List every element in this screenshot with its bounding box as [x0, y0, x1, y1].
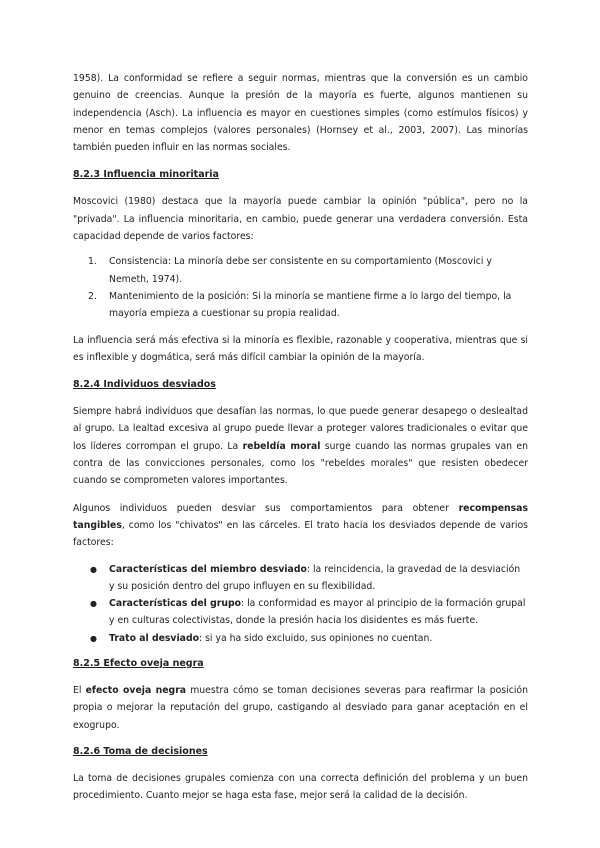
bullet-icon: ● [90, 599, 97, 609]
text-run: , como los "chivatos" en las cárceles. El trato hacia los desviados depende de varios factores: [73, 519, 528, 549]
paragraph-moscovici: Moscovici (1980) destaca que la mayoría puede cambiar la opinión "pública", pero no la "privada". La influencia minoritaria, en cambio, puede generar una verdadera conversión. Esta capacidad depende de varios factores: [73, 196, 528, 243]
list-item-text: Mantenimiento de la posición: Si la minoría se mantiene firme a lo largo del tiempo, la mayoría empieza a cuestionar su propia realidad. [109, 290, 512, 320]
paragraph-flexibility: La influencia será más efectiva si la minoría es flexible, razonable y cooperativa, mientras que si es inflexible y dogmática, será más difícil cambiar la opinión de la mayoría. [73, 334, 528, 363]
text-run: surge cuando las normas grupales van en contra de las convicciones personales, como los "rebeldes morales" que resisten obedecer cuando se comprometen valores importantes. [73, 440, 528, 487]
bullet-icon: ● [90, 564, 97, 574]
paragraph-conformity: 1958). La conformidad se refiere a seguir normas, mientras que la conversión es un cambio genuino de creencias. Aunque la presión de la mayoría es fuerte, algunos mantienen su independencia (Asch). La influencia es mayor en cuestiones simples (como estímulos físicos) y menor en temas complejos (valores personales) (Hornsey et al., 2003, 2007). Las minorías también pueden influir en las normas sociales. [73, 73, 528, 154]
list-item-term: Características del miembro desviado [109, 563, 307, 575]
emphasis-moral-rebellion: rebeldía moral [242, 440, 321, 452]
text-run: Siempre habrá individuos que desafían las normas, lo que puede generar desapego o deslealtad al grupo. La lealtad excesiva al grupo puede llevar a proteger valores tradicionales o evitar que los líderes corrompan el grupo. La [73, 406, 528, 452]
paragraph-decision-making: La toma de decisiones grupales comienza con una correcta definición del problema y un buen procedimiento. Cuanto mejor se haga esta fase, mejor será la calidad de la decisión. [73, 772, 528, 802]
emphasis-black-sheep: efecto oveja negra [85, 685, 187, 697]
text-run: muestra cómo se toman decisiones severas para reafirmar la posición propia o mejorar la reputación del grupo, castigando al desviado para ganar aceptación en el exogrupo. [73, 685, 528, 731]
list-item [73, 561, 528, 596]
list-item-text: Consistencia: La minoría debe ser consistente en su comportamiento (Moscovici y Nemeth, 1974). [109, 256, 492, 285]
paragraph-rewards [73, 500, 528, 552]
list-item [73, 288, 528, 323]
list-item [73, 630, 528, 647]
list-item-term: Características del grupo [109, 598, 241, 610]
numbered-list [73, 253, 528, 322]
list-item [73, 595, 528, 630]
heading-decision-making: 8.2.6 Toma de decisiones [73, 745, 208, 757]
heading-minority-influence: 8.2.3 Influencia minoritaria [73, 169, 219, 181]
list-item [73, 253, 528, 288]
list-marker: 1. [88, 256, 97, 268]
list-item-text: : la conformidad es mayor al principio de la formación grupal y en culturas colectivistas, donde la presión hacia los disidentes es más fuerte. [109, 598, 526, 627]
list-item-text: : la reincidencia, la gravedad de la desviación y su posición dentro del grupo influyen en su flexibilidad. [109, 563, 521, 592]
text-run: El [73, 685, 86, 697]
paragraph-black-sheep [73, 682, 528, 734]
heading-black-sheep: 8.2.5 Efecto oveja negra [73, 658, 204, 670]
text-run: Algunos individuos pueden desviar sus comportamientos para obtener [73, 502, 459, 514]
bullet-list [73, 561, 528, 647]
bullet-icon: ● [90, 633, 97, 643]
paragraph-deviants [73, 403, 528, 489]
list-item-term: Trato al desviado [109, 632, 199, 644]
list-marker: 2. [88, 290, 97, 302]
list-item-text: : si ya ha sido excluido, sus opiniones no cuentan. [199, 632, 433, 644]
emphasis-tangible-rewards: recompensas tangibles [73, 502, 528, 531]
heading-deviant-individuals: 8.2.4 Individuos desviados [73, 379, 216, 391]
